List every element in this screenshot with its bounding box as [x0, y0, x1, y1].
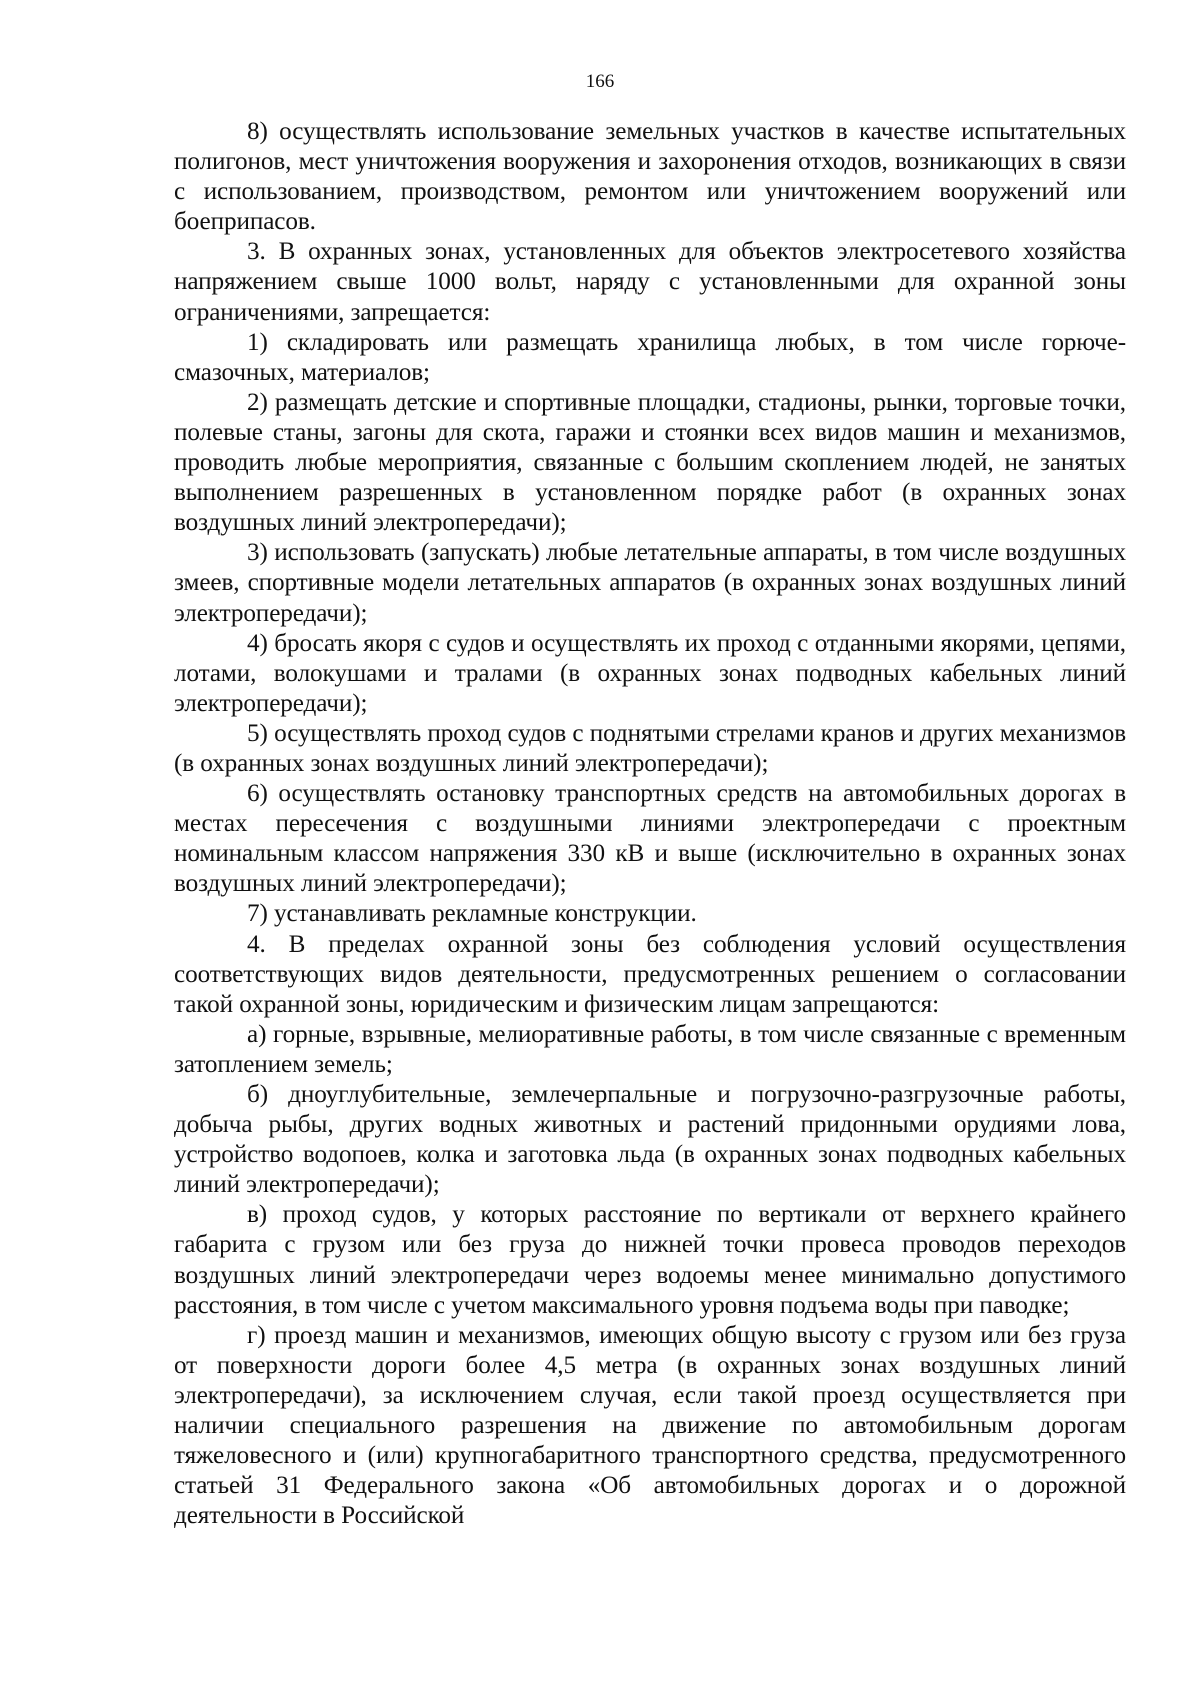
page-number: 166 — [585, 71, 615, 92]
paragraph-item-2-playgrounds: 2) размещать детские и спортивные площадки, стадионы, рынки, торговые точки, полевые станы, загоны для скота, гаражи и стоянки всех видов машин и механизмов, проводить любые мероприятия, связанные с большим скоплением людей, не занятых выполнением разрешенных в установленном порядке работ (в охранных зонах воздушных линий электропередачи); — [174, 388, 1126, 537]
paragraph-item-a-mining: а) горные, взрывные, мелиоративные работы, в том числе связанные с временным затоплением земель; — [174, 1020, 1126, 1078]
paragraph-item-1-storage: 1) складировать или размещать хранилища любых, в том числе горюче-смазочных, материалов; — [174, 328, 1126, 386]
paragraph-item-v-vessels: в) проход судов, у которых расстояние по вертикали от верхнего крайнего габарита с грузом или без груза до нижней точки провеса проводов переходов воздушных линий электропередачи через водоемы менее минимально допустимого расстояния, в том числе с учетом максимального уровня подъема воды при паводке; — [174, 1201, 1126, 1319]
paragraph-item-7-advertising: 7) устанавливать рекламные конструкции. — [247, 900, 697, 928]
paragraph-item-6-vehicle-stop: 6) осуществлять остановку транспортных средств на автомобильных дорогах в местах пересечения с воздушными линиями электропередачи с проектным номинальным классом напряжения 330 кВ и выше (исключительно в охранных зонах воздушных линий электропередачи); — [174, 780, 1126, 898]
document-body — [174, 117, 1126, 1531]
paragraph-item-5-cranes: 5) осуществлять проход судов с поднятыми стрелами кранов и других механизмов (в охранных зонах воздушных линий электропередачи); — [174, 719, 1126, 777]
paragraph-item-g-vehicles: г) проезд машин и механизмов, имеющих общую высоту с грузом или без груза от поверхности дороги более 4,5 метра (в охранных зонах воздушных линий электропередачи), за исключением случая, если такой проезд осуществляется при наличии специального разрешения на движение по автомобильным дорогам тяжеловесного и (или) крупногабаритного транспортного средства, предусмотренного статьей 31 Федерального закона «Об автомобильных дорогах и о дорожной деятельности в Российской — [174, 1321, 1126, 1530]
paragraph-item-8-testing-grounds: 8) осуществлять использование земельных участков в качестве испытательных полигонов, мест уничтожения вооружения и захоронения отходов, возникающих в связи с использованием, производством, ремонтом или уничтожением вооружений или боеприпасов. — [174, 118, 1126, 236]
paragraph-item-4-anchors: 4) бросать якоря с судов и осуществлять их проход с отданными якорями, цепями, лотами, волокушами и тралами (в охранных зонах подводных кабельных линий электропередачи); — [174, 629, 1126, 717]
paragraph-item-b-dredging: б) дноуглубительные, землечерпальные и погрузочно-разгрузочные работы, добыча рыбы, других водных животных и растений придонными орудиями лова, устройство водопоев, колка и заготовка льда (в охранных зонах подводных кабельных линий электропередачи); — [174, 1081, 1126, 1199]
paragraph-item-3-aircraft: 3) использовать (запускать) любые летательные аппараты, в том числе воздушных змеев, спортивные модели летательных аппаратов (в охранных зонах воздушных линий электропередачи); — [174, 539, 1126, 627]
paragraph-section-4-intro: 4. В пределах охранной зоны без соблюдения условий осуществления соответствующих видов деятельности, предусмотренных решением о согласовании такой охранной зоны, юридическим и физическим лицам запрещаются: — [174, 930, 1126, 1018]
paragraph-section-3-intro: 3. В охранных зонах, установленных для объектов электросетевого хозяйства напряжением свыше 1000 вольт, наряду с установленными для охранной зоны ограничениями, запрещается: — [174, 238, 1126, 326]
